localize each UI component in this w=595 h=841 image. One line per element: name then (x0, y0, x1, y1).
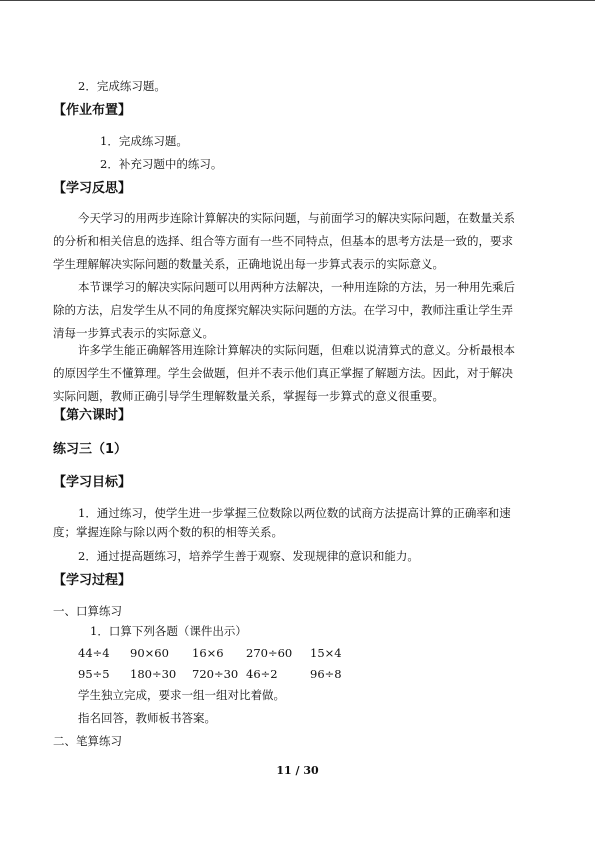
goal-2: 2．通过提高题练习，培养学生善于观察、发现规律的意识和能力。 (78, 549, 419, 563)
oral-item: 90×60 (130, 646, 169, 660)
oral-item: 16×6 (192, 646, 224, 660)
homework-item-1: 1．完成练习题。 (100, 134, 188, 148)
reflection-p1-line3: 学生理解解决实际问题的数量关系，正确地说出每一步算式表示的实际意义。 (53, 257, 444, 271)
page-top-rule (0, 0, 595, 1)
reflection-p3-line2: 的原因学生不懂算理。学生会做题，但并不表示他们真正掌握了解题方法。因此，对于解决 (53, 366, 513, 380)
page-number: 11 / 30 (276, 764, 319, 777)
reflection-p2-line3: 清每一步算式表示的实际意义。 (53, 326, 214, 340)
oral-item: 96÷8 (310, 667, 342, 681)
heading-learning-process: 【学习过程】 (53, 573, 132, 588)
oral-practice-note-2: 指名回答，教师板书答案。 (78, 711, 216, 725)
reflection-p3-line3: 实际问题，教师正确引导学生理解数量关系，掌握每一步算式的意义很重要。 (53, 389, 444, 403)
homework-item-2: 2．补充习题中的练习。 (100, 157, 223, 171)
section-written-practice: 二、笔算练习 (53, 734, 122, 748)
oral-practice-instruction: 1．口算下列各题（课件出示） (90, 624, 247, 638)
oral-item: 46÷2 (246, 667, 278, 681)
goal-1-line1: 1．通过练习，使学生进一步掌握三位数除以两位数的试商方法提高计算的正确率和速 (78, 506, 511, 520)
heading-homework: 【作业布置】 (53, 103, 132, 118)
heading-lesson-6: 【第六课时】 (53, 408, 132, 423)
oral-item: 270÷60 (246, 646, 293, 660)
goal-1-line2: 度；掌握连除与除以两个数的积的相等关系。 (53, 525, 283, 539)
oral-item: 95÷5 (78, 667, 110, 681)
reflection-p1-line2: 的分析和相关信息的选择、组合等方面有一些不同特点，但基本的思考方法是一致的，要求 (53, 234, 513, 248)
reflection-p3-line1: 许多学生能正确解答用连除计算解决的实际问题，但难以说清算式的意义。分析最根本 (78, 343, 515, 357)
reflection-p2-line2: 除的方法，启发学生从不同的角度探究解决实际问题的方法。在学习中，教师注重让学生弄 (53, 303, 513, 317)
oral-item: 15×4 (310, 646, 342, 660)
heading-reflection: 【学习反思】 (53, 181, 132, 196)
oral-practice-note-1: 学生独立完成，要求一组一组对比着做。 (78, 688, 285, 702)
step-2-complete-exercises: 2．完成练习题。 (78, 79, 166, 93)
reflection-p1-line1: 今天学习的用两步连除计算解决的实际问题，与前面学习的解决实际问题，在数量关系 (78, 211, 515, 225)
oral-item: 180÷30 (130, 667, 177, 681)
section-oral-practice: 一、口算练习 (53, 604, 122, 618)
reflection-p2-line1: 本节课学习的解决实际问题可以用两种方法解决，一种用连除的方法，另一种用先乘后 (78, 280, 515, 294)
heading-learning-goals: 【学习目标】 (53, 475, 132, 490)
oral-item: 720÷30 (192, 667, 239, 681)
heading-exercise-3-1: 练习三（1） (53, 442, 128, 457)
oral-item: 44÷4 (78, 646, 110, 660)
